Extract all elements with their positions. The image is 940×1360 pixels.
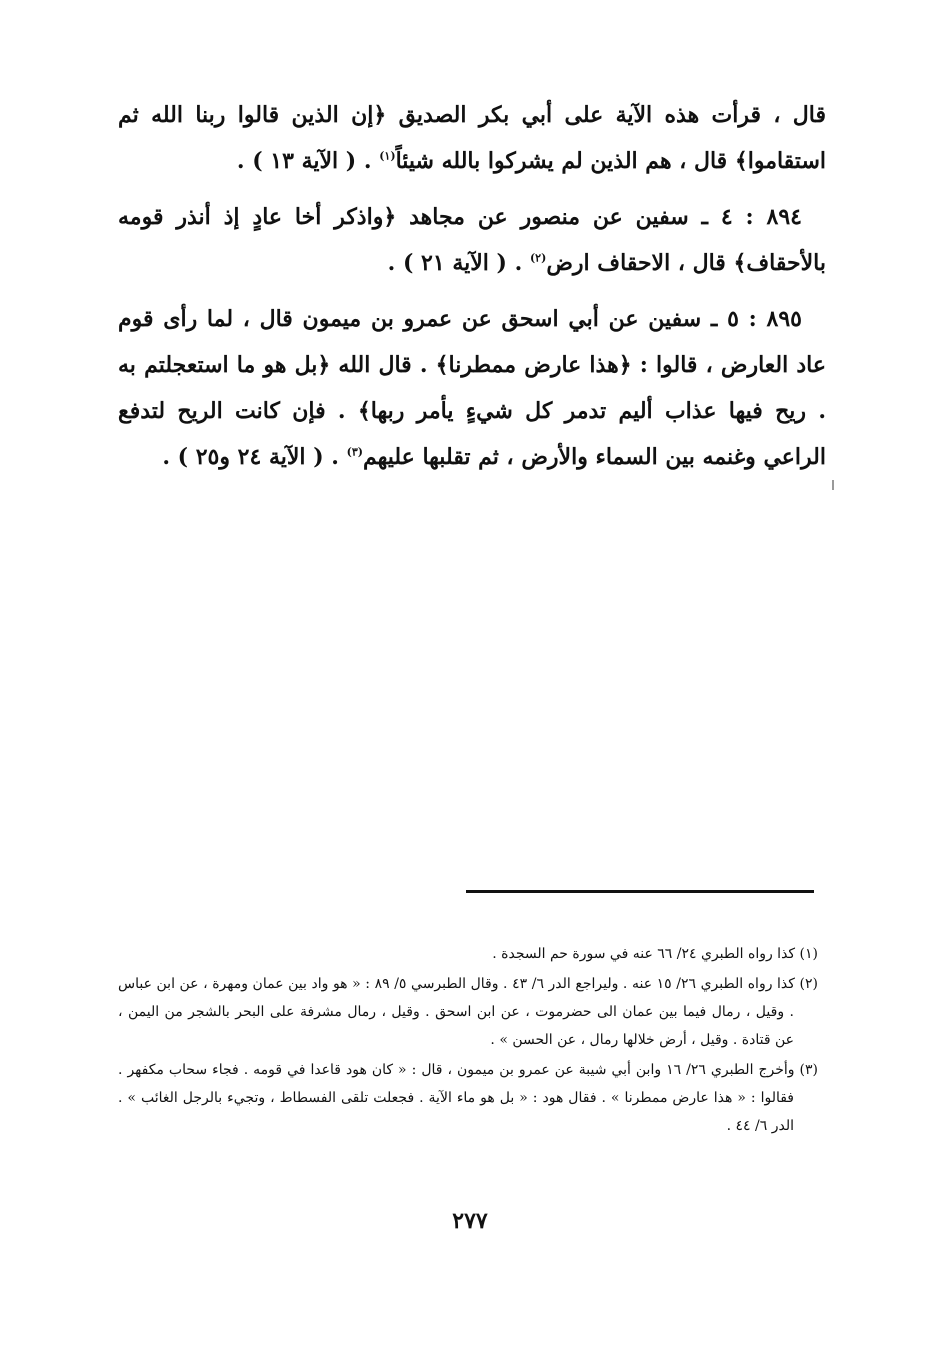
footnote-3: (٣) وأخرج الطبري ٢٦/ ١٦ وابن أبي شيبة عن عمرو بن ميمون ، قال : « كان هود قاعدا في قومه . فجاء سحاب مكفهر . فقالوا : « هذا عارض ممطرنا » . فقال هود : « بل هو ماء الآية . فجعلت تلقى الفسطاط ، وتجيء بالرجل الغائب » . الدر ٦/ ٤٤ . bbox=[118, 1062, 818, 1134]
footnotes-block bbox=[118, 940, 818, 1142]
footnote-ref-3: (٣) bbox=[346, 445, 363, 459]
footnote-ref-1: (١) bbox=[379, 149, 396, 163]
paragraph-1-verse-ref: . ( الآية ١٣ ) . bbox=[236, 148, 380, 174]
main-text-block bbox=[118, 92, 826, 490]
paragraph-1 bbox=[118, 92, 826, 184]
footnote-2: (٢) كذا رواه الطبري ٢٦/ ١٥ عنه . وليراجع الدر ٦/ ٤٣ . وقال الطبرسي ٥/ ٨٩ : « هو واد بين عمان ومهرة ، عن ابن عباس . وقيل ، رمال فيما بين عمان الى حضرموت ، عن ابن اسحق . وقيل ، رمال مشرفة على البحر بالشجر من اليمن ، عن قتادة . وقيل ، أرض خلالها رمال ، عن الحسن » . bbox=[118, 976, 818, 1048]
paragraph-3 bbox=[118, 296, 826, 480]
paragraph-1-text: قال ، قرأت هذه الآية على أبي بكر الصديق ﴿إن الذين قالوا ربنا الله ثم استقاموا﴾ قال ، هم الذين لم يشركوا بالله شيئاً bbox=[118, 102, 826, 174]
paragraph-2 bbox=[118, 194, 826, 286]
paragraph-2-text: ٨٩٤ : ٤ ـ سفين عن منصور عن مجاهد ﴿واذكر أخا عادٍ إذ أنذر قومه بالأحقاف﴾ قال ، الاحقاف ارض bbox=[118, 204, 826, 276]
scan-artifact bbox=[832, 480, 834, 490]
page-number: ٢٧٧ bbox=[452, 1208, 488, 1234]
footnote-divider bbox=[466, 890, 814, 893]
footnote-ref-2: (٢) bbox=[529, 251, 547, 265]
paragraph-3-text: ٨٩٥ : ٥ ـ سفين عن أبي اسحق عن عمرو بن ميمون قال ، لما رأى قوم عاد العارض ، قالوا : ﴿هذا عارض ممطرنا﴾ . قال الله ﴿بل هو ما استعجلتم به . ريح فيها عذاب أليم تدمر كل شيءٍ يأمر ربها﴾ . فإن كانت الريح لتدفع الراعي وغنمه بين السماء والأرض ، ثم تقلبها عليهم bbox=[118, 306, 826, 470]
paragraph-3-verse-ref: . ( الآية ٢٤ و٢٥ ) . bbox=[162, 444, 347, 470]
paragraph-2-verse-ref: . ( الآية ٢١ ) . bbox=[387, 250, 530, 276]
footnote-1: (١) كذا رواه الطبري ٢٤/ ٦٦ عنه في سورة حم السجدة . bbox=[492, 946, 818, 962]
